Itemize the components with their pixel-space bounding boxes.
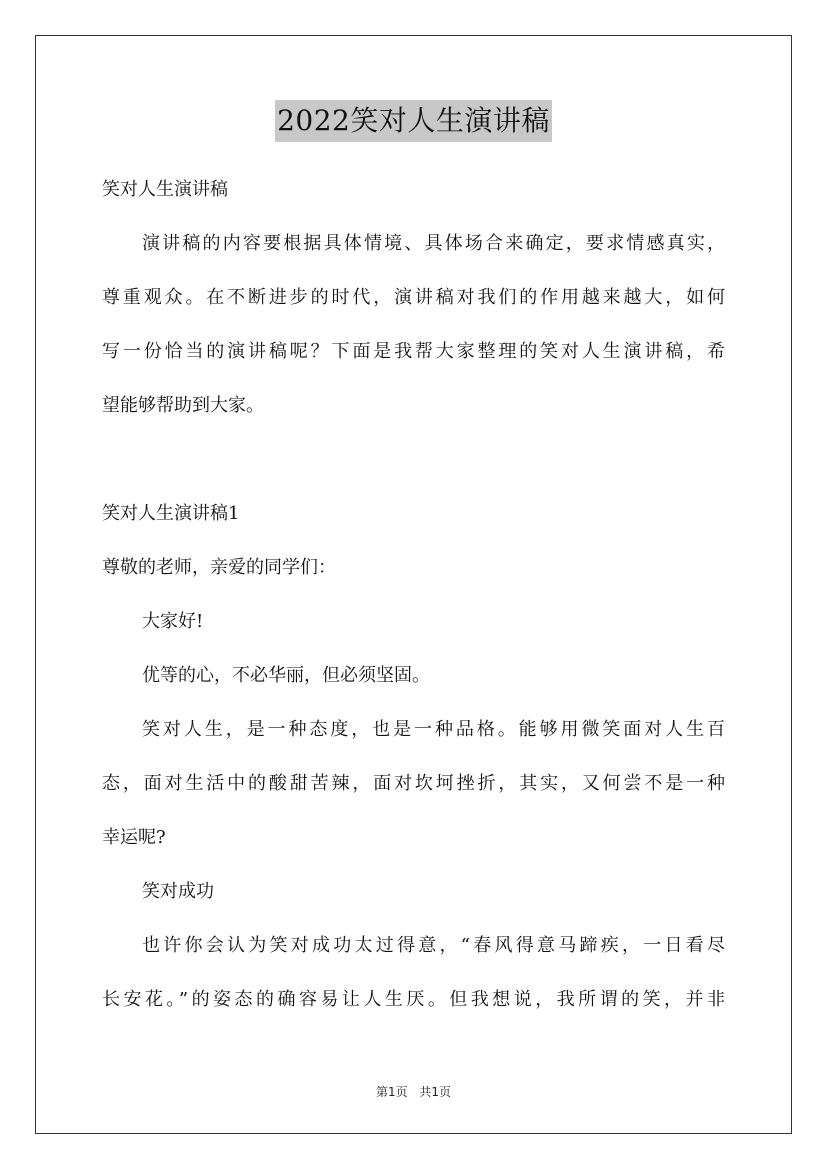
greeting: 尊敬的老师，亲爱的同学们：	[102, 557, 336, 578]
intro-line-2: 尊重观众。在不断进步的时代，演讲稿对我们的作用越来越大，如何	[102, 287, 725, 308]
paragraph-4-line-2: 长安花。”的姿态的确容易让人生厌。但我想说，我所谓的笑，并非	[102, 989, 725, 1010]
page-footer: 第1页 共1页	[375, 1085, 452, 1099]
subheading-success: 笑对成功	[142, 881, 214, 902]
paragraph-1: 优等的心，不必华丽，但必须坚固。	[142, 665, 430, 686]
intro-line-3: 写一份恰当的演讲稿呢？下面是我帮大家整理的笑对人生演讲稿，希	[102, 341, 725, 362]
paragraph-2-line-2: 态，面对生活中的酸甜苦辣，面对坎坷挫折，其实，又何尝不是一种	[102, 773, 725, 794]
paragraph-4-line-1: 也许你会认为笑对成功太过得意，“春风得意马蹄疾，一日看尽	[142, 935, 725, 956]
title-container	[0, 100, 827, 142]
hello-line: 大家好!	[142, 611, 204, 632]
heading: 笑对人生演讲稿	[102, 179, 228, 200]
section-heading-1: 笑对人生演讲稿1	[102, 503, 240, 524]
intro-line-1: 演讲稿的内容要根据具体情境、具体场合来确定，要求情感真实，	[142, 233, 725, 254]
document-title: 2022笑对人生演讲稿	[275, 100, 552, 142]
intro-line-4: 望能够帮助到大家。	[102, 395, 264, 416]
paragraph-2-line-1: 笑对人生，是一种态度，也是一种品格。能够用微笑面对人生百	[142, 719, 725, 740]
paragraph-2-line-3: 幸运呢?	[102, 827, 166, 848]
document-body	[102, 163, 725, 1027]
paragraph-gap	[102, 433, 725, 487]
